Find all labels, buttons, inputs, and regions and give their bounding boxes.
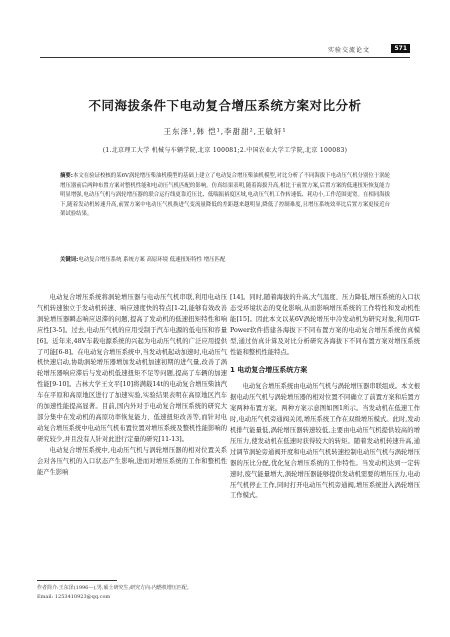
abstract-text: 本文在验证校核的某6V涡轮增压柴油机模型的基础上建立了电动复合增压柴油机模型,对比分析了不同海拔下电动压气机分别位于涡轮增压器前后两种布置方案对整机性能和电动压气机匹配的影响。仿真结果表明,随着海拔升高,相比于前置方案,后置方案的低速扭矩恢复能力明显增强,电动压气机与涡轮增压器的联合运行线更靠近压比、低喘振裕度区域,电动压气机工作转速低、耗功小,工作范围更宽。在相同海拔下,随着发动机转速升高,前置方案中电动压气机换进气变流量降低的差距越来越明显,降低了控制难度,且增压系统效率比后置方案更接近台架试验结果。 xyxy=(60,173,390,218)
body-paragraph: [14]。同时,随着海拔的升高,大气温度、压力降低,增压系统的入口状态受环境状态的变化影响,从而影响增压系统的工作特性和发动机性能[15]。因此本文以某6V涡轮增压中冷发动机为研究对象,利用GT-Power软件搭建各海拔下不同布置方案的电动复合增压系统仿真模型,通过仿真计算及对比分析研究各海拔下不同布置方案对增压系统性能和整机性能特点。 xyxy=(230,294,420,356)
body-column-left xyxy=(37,293,227,478)
body-column-right xyxy=(230,293,420,502)
keywords-label: 关键词: xyxy=(60,257,79,263)
body-paragraph: 电动复合增压系统中,电动压气机与涡轮增压器的相对位置关系会对各压气机的入口状态产生影响,进而对增压系统的工作和整机性能产生影响 xyxy=(37,446,227,476)
paper-title: 不同海拔条件下电动复合增压系统方案对比分析 xyxy=(88,98,362,113)
footnote xyxy=(37,584,227,601)
section-heading: 1 电动复合增压系统方案 xyxy=(230,366,308,375)
journal-name: 实验交流论文 xyxy=(327,47,370,54)
author-bio: 作者简介:王东泽(1996—),男,硕士研究生;研究方向:内燃机增压匹配。 xyxy=(37,585,192,591)
abstract xyxy=(60,172,390,220)
page-number: 571 xyxy=(391,44,410,53)
keywords-text: 电动复合增压系统 系统方案 高原环境 低速扭矩特性 增压匹配 xyxy=(78,257,226,263)
affiliations: (1.北京理工大学 机械与车辆学院,北京 100081;2.中国农业大学工学院,北京 100083) xyxy=(102,147,348,154)
keywords xyxy=(60,256,390,265)
author-email: Email: 1253410923@qq.com xyxy=(37,593,111,600)
running-header xyxy=(40,44,410,58)
abstract-label: 摘要: xyxy=(60,173,73,179)
author-list: 王东泽¹,韩 恺¹,李甜甜²,王敏轩¹ xyxy=(163,127,287,136)
body-paragraph: 电动复合增压系统由电动压气机与涡轮增压器串联组成。本文根据电动压气机与涡轮增压器的相对位置不同确立了前置方案和后置方案两种布置方案。两种方案示意图如图1所示。当发动机在低速工作时,电动压气机旁通阀关闭,增压系统工作在双级增压模式。此时,发动机排气能量低,涡轮增压器转速较低,主要由电动压气机提供较高的增压压力,使发动机在低速时获得较大的转矩。随着发动机转速升高,通过调节涡轮旁通阀开度和电动压气机转速控制电动压气机与涡轮增压器的压比分配,优化复合增压系统的工作特性。当发动机达到一定转速时,废气能量增大,涡轮增压器能够提供发动机需要的增压压力,电动压气机停止工作,同时打开电动压气机旁通阀,增压系统进入涡轮增压工作模式。 xyxy=(230,383,420,500)
body-paragraph: 电动复合增压系统将涡轮增压器与电动压气机串联,利用电动压气机转速独立于发动机转速、响应速度快的特点[1-2],能够有效改善涡轮增压器瞬态响应迟滞的问题,提高了发动机的低速扭矩特性和响应性[3-5]。过去,电动压气机的应用受制于汽车电源的低电压和容量[6]。近年来,48V车载电源系统的兴起为电动压气机的广泛应用提供了可能[6-8]。在电动复合增压系统中,当发动机起动加速时,电动压气机快速启动,协助涡轮增压器增加发动机加速初期的进气量,改善了涡轮增压器响应滞后与发动机低速扭矩不足等问题,提高了车辆的加速性能[9-10]。吉林大学王文平[10]将满载14t的电动复合增压柴油汽车在平原和高原地区进行了加速实验,实验结果表明在高原地区汽车的加速性能提高显著。目前,国内外对于电动复合增压系统的研究大部分集中在发动机的高原功率恢复能力、低速扭矩改善等,而针对电动复合增压系统中电动压气机布置位置对增压系统及整机性能影响的研究较少,并且没有人针对此进行定量的研究[11-13]。 xyxy=(37,294,227,443)
footnote-divider xyxy=(37,580,117,581)
